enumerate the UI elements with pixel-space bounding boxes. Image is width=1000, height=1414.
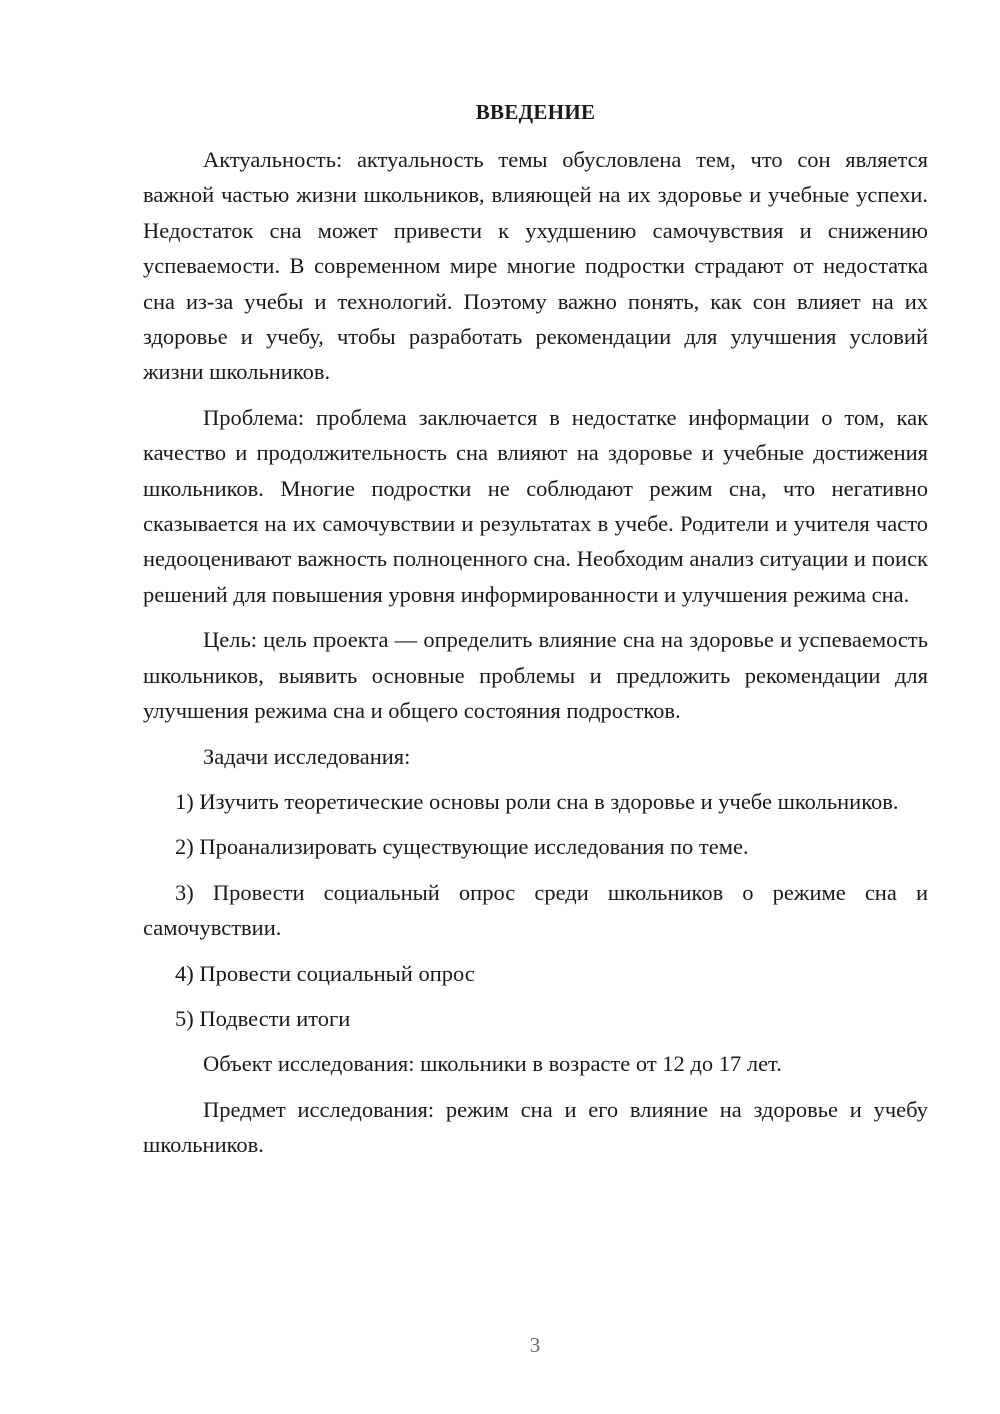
page-title: ВВЕДЕНИЕ <box>475 100 596 124</box>
goal-paragraph: Цель: цель проекта — определить влияние сна на здоровье и успеваемость школьников, выявить основные проблемы и предложить рекомендации для улучшения режима сна и общего состояния подростков. <box>143 627 928 724</box>
page-number: 3 <box>529 1333 541 1357</box>
relevance-paragraph: Актуальность: актуальность темы обусловлена тем, что сон является важной частью жизни школьников, влияющей на их здоровье и учебные успехи. Недостаток сна может привести к ухудшению самочувствия и снижению успеваемости. В современном мире многие подростки страдают от недостатка сна из-за учебы и технологий. Поэтому важно понять, как сон влияет на их здоровье и учебу, чтобы разработать рекомендации для улучшения условий жизни школьников. <box>143 147 928 385</box>
task-item: 3) Провести социальный опрос среди школьников о режиме сна и самочувствии. <box>143 879 928 941</box>
task-item: 5) Подвести итоги <box>175 1005 351 1031</box>
tasks-heading: Задачи исследования: <box>203 743 411 769</box>
subject-paragraph: Предмет исследования: режим сна и его влияние на здоровье и учебу школьников. <box>143 1096 928 1158</box>
problem-paragraph: Проблема: проблема заключается в недостатке информации о том, как качество и продолжительность сна влияют на здоровье и учебные достижения школьников. Многие подростки не соблюдают режим сна, что негативно сказывается на их самочувствии и результатах в учебе. Родители и учителя часто недооценивают важность полноценного сна. Необходим анализ ситуации и поиск решений для повышения уровня информированности и улучшения режима сна. <box>143 404 928 607</box>
object-paragraph: Объект исследования: школьники в возрасте от 12 до 17 лет. <box>203 1051 782 1077</box>
task-item: 4) Провести социальный опрос <box>175 960 475 986</box>
task-item: 2) Проанализировать существующие исследования по теме. <box>175 834 749 860</box>
page-content <box>143 92 928 1173</box>
task-item: 1) Изучить теоретические основы роли сна в здоровье и учебе школьников. <box>175 788 899 814</box>
task-list <box>143 784 928 1036</box>
